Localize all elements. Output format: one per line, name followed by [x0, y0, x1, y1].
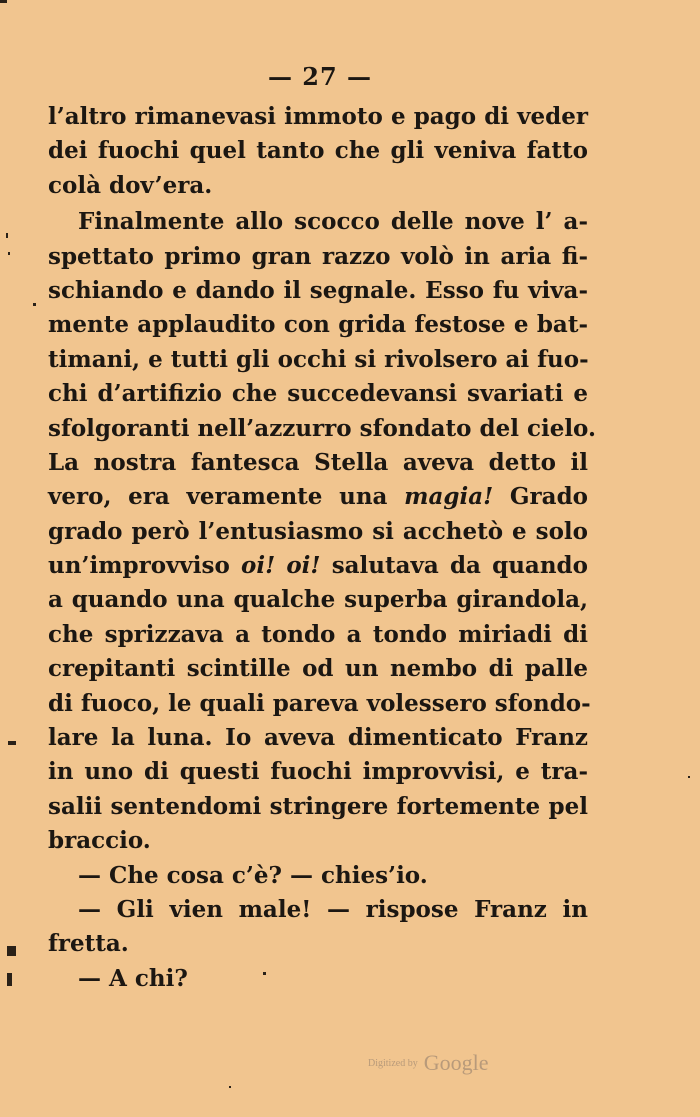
text-line: sfolgoranti nell’azzurro sfondato del cielo.	[48, 414, 597, 442]
text-line: lare la luna. Io aveva dimenticato Franz	[48, 724, 588, 752]
scan-speck	[6, 233, 8, 238]
text-line: l’altro rimanevasi immoto e pago di veder	[48, 103, 588, 130]
page-number: — 27 —	[267, 62, 373, 91]
scan-speck	[0, 0, 7, 3]
text-line: di fuoco, le quali pareva volessero sfondo-	[48, 689, 591, 717]
text-line: — Gli vien male! — rispose Franz in	[78, 895, 588, 923]
text-line: chi d’artifizio che succedevansi svariati e	[48, 380, 588, 408]
scan-speck	[229, 1086, 231, 1088]
text-line: in uno di questi fuochi improvvisi, e tra-	[48, 758, 588, 786]
text-line: grado però l’entusiasmo si acchetò e solo	[48, 517, 588, 545]
scan-speck	[8, 741, 16, 745]
text-line	[48, 549, 588, 583]
text-line: — A chi?	[78, 964, 188, 992]
scan-speck	[33, 303, 36, 306]
italic-word: magia!	[404, 483, 494, 511]
text-segment: salutava da quando	[331, 552, 588, 580]
digitized-watermark	[368, 1050, 488, 1076]
text-line: mente applaudito con grida festose e bat-	[48, 311, 588, 339]
text-segment: un’improvviso	[48, 552, 230, 580]
text-line: La nostra fantesca Stella aveva detto il	[48, 448, 588, 476]
scan-speck	[688, 776, 690, 778]
watermark-prefix: Digitized by	[368, 1057, 418, 1069]
italic-word: oi! oi!	[241, 552, 321, 580]
scan-speck	[8, 252, 10, 255]
scan-speck	[7, 946, 16, 956]
text-segment: Grado	[509, 483, 588, 511]
text-line: spettato primo gran razzo volò in aria fi-	[48, 242, 588, 270]
text-line: fretta.	[48, 930, 129, 958]
text-line: timani, e tutti gli occhi si rivolsero ai fuo-	[48, 345, 589, 373]
text-line: a quando una qualche superba girandola,	[48, 586, 588, 614]
text-line: schiando e dando il segnale. Esso fu viva-	[48, 276, 588, 304]
scan-speck	[263, 972, 266, 975]
text-line	[48, 480, 588, 514]
text-line: braccio.	[48, 827, 151, 855]
text-line: salii sentendomi stringere fortemente pel	[48, 792, 588, 820]
text-line: — Che cosa c’è? — chies’io.	[78, 861, 428, 889]
watermark-brand: Google	[423, 1050, 489, 1075]
text-segment: vero, era veramente una	[48, 483, 388, 511]
text-line: crepitanti scintille od un nembo di palle	[48, 655, 588, 683]
scan-speck	[7, 973, 12, 986]
text-line: che sprizzava a tondo a tondo miriadi di	[48, 620, 588, 648]
text-line: Finalmente allo scocco delle nove l’ a-	[78, 208, 588, 236]
body-text	[48, 100, 597, 996]
text-line: dei fuochi quel tanto che gli veniva fatto	[48, 137, 588, 165]
text-line: colà dov’era.	[48, 171, 213, 199]
